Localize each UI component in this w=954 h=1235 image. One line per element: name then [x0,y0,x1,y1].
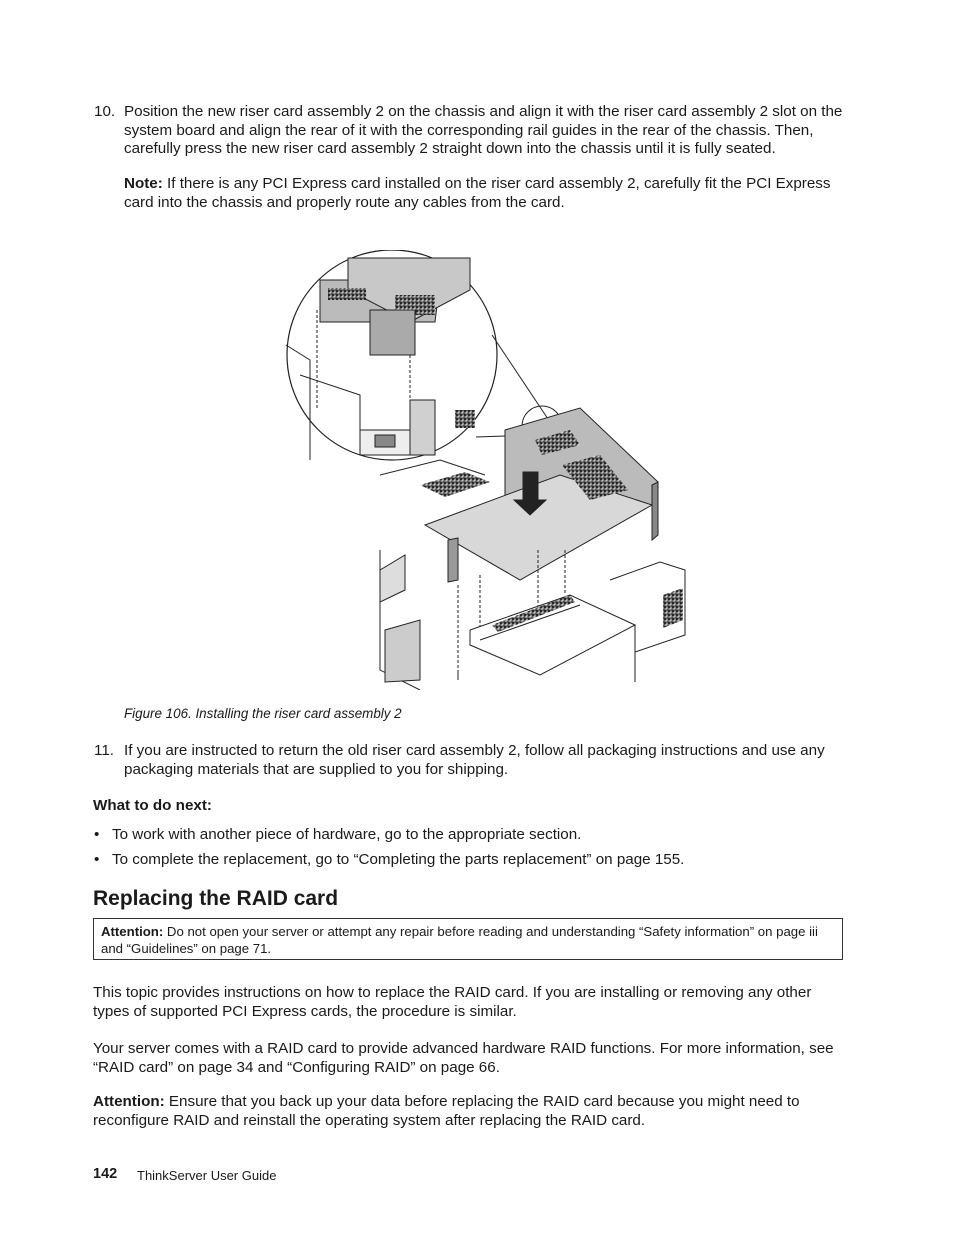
step-11-number: 11. [94,742,114,759]
what-to-do-next-heading: What to do next: [93,797,212,814]
intro-paragraph: This topic provides instructions on how to replace the RAID card. If you are installing or removing any other types of supported PCI Express cards, the procedure is similar. [93,984,812,1020]
bullet-dot: • [94,826,100,843]
step-10-text: Position the new riser card assembly 2 on the chassis and align it with the riser card assembly 2 slot on the system board and align the rear of it with the corresponding rail guides in the rear of the chassis. Then, carefully press the new riser card assembly 2 straight down into the chassis until it is fully seated. [124,103,843,157]
footer-doc-title: ThinkServer User Guide [137,1168,277,1183]
attention-box-message: Do not open your server or attempt any repair before reading and understanding “Safety information” on page iii and “Guidelines” on page 71. [101,924,818,956]
page-number: 142 [93,1166,118,1182]
step-11-text: If you are instructed to return the old riser card assembly 2, follow all packaging instructions and use any packaging materials that are supplied to you for shipping. [124,742,825,778]
next-bullet-1: To work with another piece of hardware, go to the appropriate section. [112,826,582,843]
step-10-number: 10. [94,103,116,120]
attention-label: Attention: [93,1093,165,1110]
bullet-dot: • [94,851,100,868]
attention-paragraph [93,1093,845,1130]
note-label: Note: [124,175,163,192]
riser-card-installation-illustration [280,250,690,690]
note-text: If there is any PCI Express card installed on the riser card assembly 2, carefully fit the PCI Express card into the chassis and properly route any cables from the card. [124,175,831,211]
figure-caption: Figure 106. Installing the riser card assembly 2 [124,706,402,721]
section-title: Replacing the RAID card [93,887,339,910]
raid-info-paragraph: Your server comes with a RAID card to provide advanced hardware RAID functions. For more information, see “RAID card” on page 34 and “Configuring RAID” on page 66. [93,1040,834,1076]
attention-message: Ensure that you back up your data before replacing the RAID card because you might need to reconfigure RAID and reinstall the operating system after replacing the RAID card. [93,1093,800,1129]
attention-box-label: Attention: [101,924,164,939]
next-bullet-2: To complete the replacement, go to “Completing the parts replacement” on page 155. [112,851,685,868]
attention-box [93,918,843,960]
step-10-note [124,175,846,212]
attention-box-text [101,924,821,957]
